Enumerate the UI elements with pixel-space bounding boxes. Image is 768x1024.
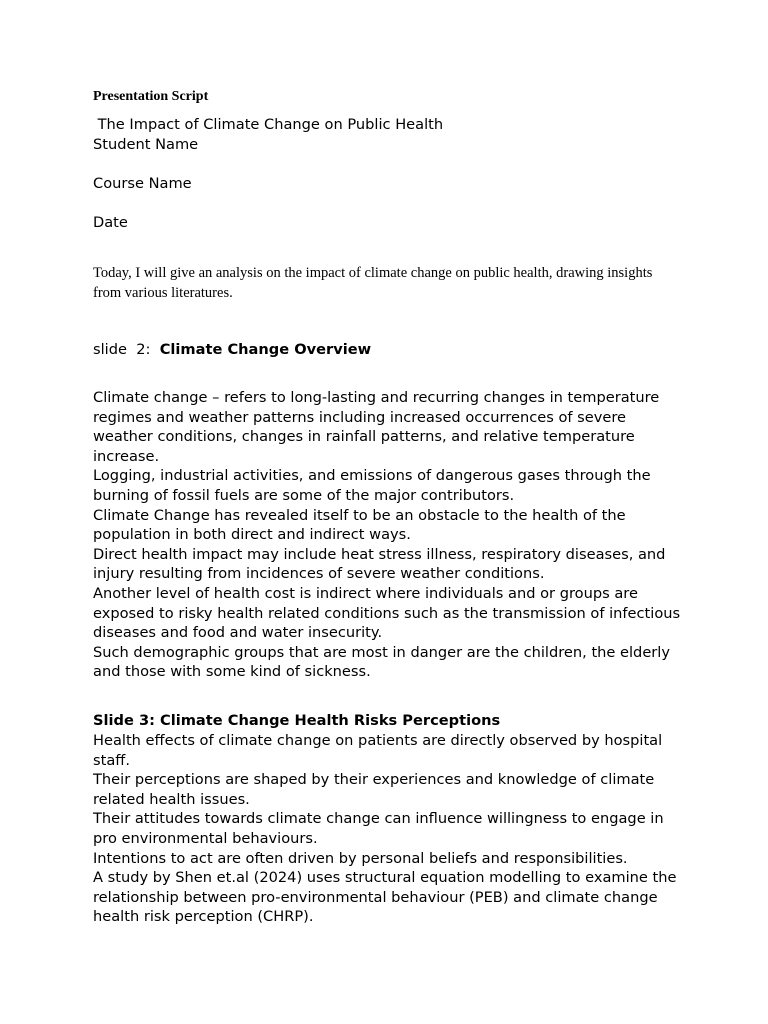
document-date: Date [93,214,128,231]
slide-2-body [93,388,683,682]
intro-paragraph: Today, I will give an analysis on the impact of climate change on public health, drawing insights from various literatures. [93,265,653,301]
slide-2-paragraph: Climate change – refers to long-lasting and recurring changes in temperature regimes and weather patterns including increased occurrences of severe weather conditions, changes in rainfall patterns, and relative temperature increase. [93,389,660,465]
course-name: Course Name [93,175,192,192]
slide-2-paragraph: Climate Change has revealed itself to be an obstacle to the health of the population in both direct and indirect ways. [93,506,626,544]
slide-3-paragraph: Their attitudes towards climate change can influence willingness to engage in pro environmental behaviours. [93,810,664,847]
document-label: Presentation Script [93,89,209,104]
slide-2-paragraph: Such demographic groups that are most in danger are the children, the elderly and those with some kind of sickness. [93,643,670,681]
slide-2-title: Climate Change Overview [159,341,372,358]
student-name: Student Name [93,136,199,153]
slide-3-body [93,731,683,927]
slide-2-paragraph: Direct health impact may include heat stress illness, respiratory diseases, and injury resulting from incidences of severe weather conditions. [93,545,666,583]
slide-2-heading [93,340,371,360]
slide-2-paragraph: Another level of health cost is indirect where individuals and or groups are exposed to risky health related conditions such as the transmission of infectious diseases and food and water insecurity. [93,584,681,642]
slide-2-prefix: slide 2: [93,341,160,358]
slide-3-paragraph: Their perceptions are shaped by their experiences and knowledge of climate related health issues. [93,771,655,808]
slide-3-paragraph: Intentions to act are often driven by personal beliefs and responsibilities. [93,849,628,867]
slide-2-paragraph: Logging, industrial activities, and emissions of dangerous gases through the burning of fossil fuels are some of the major contributors. [93,467,651,504]
slide-3-paragraph: Health effects of climate change on patients are directly observed by hospital staff. [93,732,663,769]
slide-3-paragraph: A study by Shen et.al (2024) uses structural equation modelling to examine the relationship between pro-environmental behaviour (PEB) and climate change health risk perception (CHRP). [93,869,677,926]
document-title: The Impact of Climate Change on Public Health [93,116,444,133]
slide-3-heading: Slide 3: Climate Change Health Risks Perceptions [93,712,501,729]
